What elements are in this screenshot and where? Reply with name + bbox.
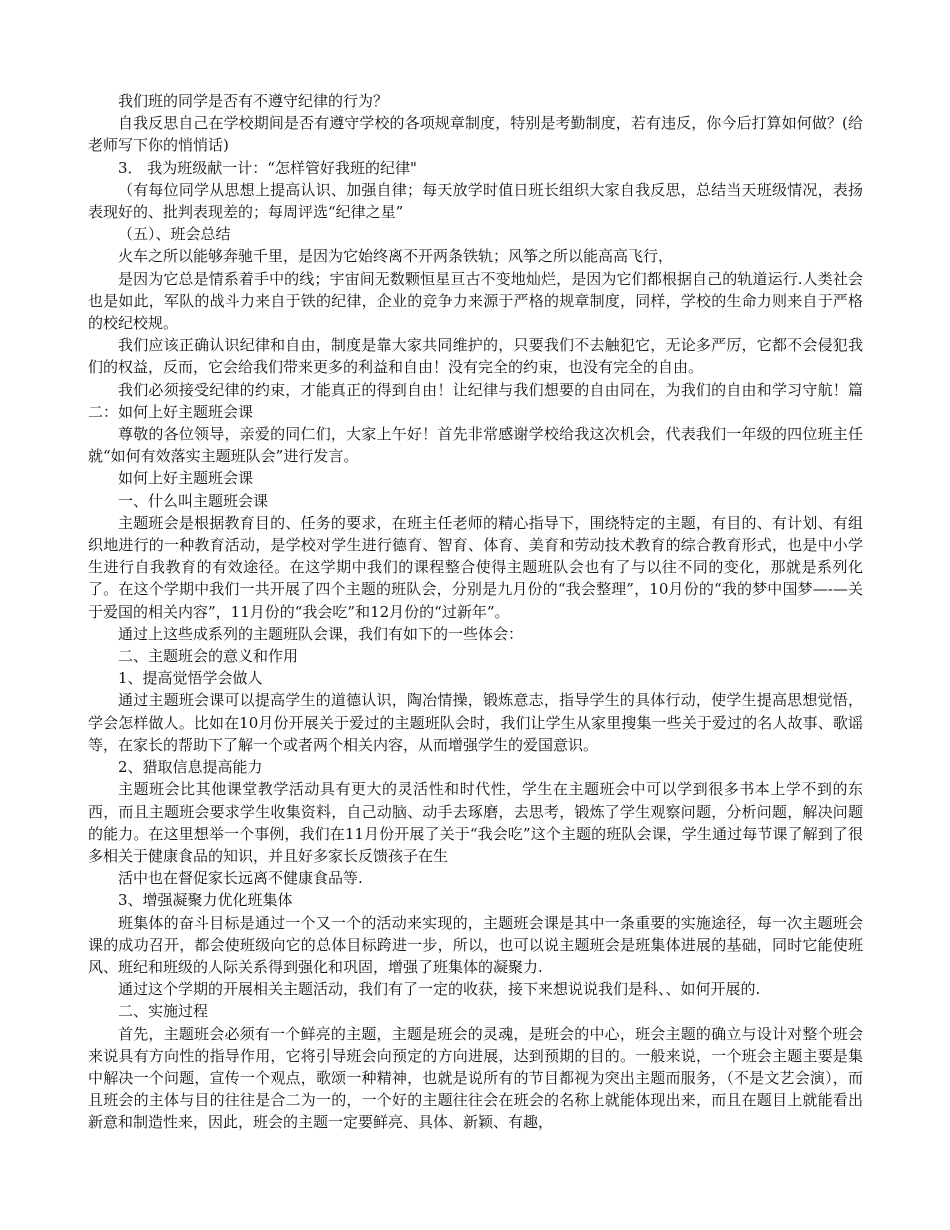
- paragraph: 尊敬的各位领导，亲爱的同仁们，大家上午好！首先非常感谢学校给我这次机会，代表我们一年级的四位班主任就“如何有效落实主题班队会”进行发言。: [88, 425, 863, 466]
- paragraph: 首先，主题班会必须有一个鲜亮的主题，主题是班会的灵魂，是班会的中心，班会主题的确立与设计对整个班会来说具有方向性的指导作用，它将引导班会向预定的方向进展，达到预期的目的。一般来说，一个班会主题主要是集中解决一个问题，宣传一个观点，歌颂一种精神，也就是说所有的节目都视为突出主题而服务，（不是文艺会演），而且班会的主体与目的往往是合二为一的，一个好的主题往往会在班会的名称上就能体现出来，而且在题目上就能看出新意和制造性来，因此，班会的主题一定要鲜亮、具体、新颖、有趣，: [88, 1024, 863, 1132]
- paragraph: 我们应该正确认识纪律和自由，制度是靠大家共同维护的，只要我们不去触犯它，无论多严厉，它都不会侵犯我们的权益，反而，它会给我们带来更多的利益和自由！没有完全的约束，也没有完全的自由。: [88, 336, 863, 377]
- paragraph: 活中也在督促家长远离不健康食品等.: [118, 869, 363, 888]
- section-heading: 二、实施过程: [118, 1002, 209, 1021]
- document-body: [88, 90, 863, 1134]
- section-heading: 2、猎取信息提高能力: [118, 758, 263, 777]
- paragraph: 班集体的奋斗目标是通过一个又一个的活动来实现的，主题班会课是其中一条重要的实施途径，每一次主题班会课的成功召开，都会使班级向它的总体目标跨进一步，所以，也可以说主题班会是班集体进展的基础，同时它能使班风、班纪和班级的人际关系得到强化和巩固，增强了班集体的凝聚力.: [88, 913, 863, 976]
- paragraph: 主题班会比其他课堂教学活动具有更大的灵活性和时代性，学生在主题班会中可以学到很多书本上学不到的东西，而且主题班会要求学生收集资料，自己动脑、动手去琢磨，去思考，锻炼了学生观察问题，分析问题，解决问题的能力。在这里想举一个事例，我们在11月份开展了关于“我会吃”这个主题的班队会课，学生通过每节课了解到了很多相关于健康食品的知识，并且好多家长反馈孩子在生: [88, 780, 863, 865]
- paragraph: 我们必须接受纪律的约束，才能真正的得到自由！让纪律与我们想要的自由同在，为我们的自由和学习守航！篇二：如何上好主题班会课: [88, 380, 863, 421]
- paragraph: 通过这个学期的开展相关主题活动，我们有了一定的收获，接下来想说说我们是科、、如何开展的.: [118, 980, 761, 999]
- paragraph: 通过上这些成系列的主题班队会课，我们有如下的一些体会：: [118, 624, 524, 643]
- section-heading: 二、主题班会的意义和作用: [118, 647, 299, 666]
- paragraph: （有每位同学从思想上提高认识、加强自律；每天放学时值日班长组织大家自我反思，总结当天班级情况，表扬表现好的、批判表现差的；每周评选“纪律之星”: [88, 180, 863, 222]
- paragraph: 主题班会是根据教育目的、任务的要求，在班主任老师的精心指导下，围绕特定的主题，有目的、有计划、有组织地进行的一种教育活动，是学校对学生进行德育、智育、体育、美育和劳动技术教育的综合教育形式，也是中小学生进行自我教育的有效途径。在这学期中我们的课程整合使得主题班队会也有了与以往不同的变化，那就是系列化了。在这个学期中我们一共开展了四个主题的班队会，分别是九月份的“我会整理”，10月份的“我的梦中国梦—-—关于爱国的相关内容”，11月份的“我会吃”和12月份的“过新年”。: [88, 513, 863, 621]
- section-heading: 如何上好主题班会课: [118, 469, 254, 488]
- paragraph: 我们班的同学是否有不遵守纪律的行为？: [118, 92, 389, 110]
- section-heading: 3、增强凝聚力优化班集体: [118, 891, 293, 910]
- section-heading: 1、提高觉悟学会做人: [118, 669, 263, 688]
- paragraph: 自我反思自己在学校期间是否有遵守学校的各项规章制度，特别是考勤制度，若有违反，你今后打算如何做？(给老师写下你的悄悄话): [88, 114, 863, 155]
- section-heading: 一、什么叫主题班会课: [118, 491, 269, 510]
- section-heading: （五）、班会总结: [118, 225, 231, 244]
- paragraph: 是因为它总是情系着手中的线；宇宙间无数颗恒星亘古不变地灿烂，是因为它们都根据自己的轨道运行.人类社会也是如此，军队的战斗力来自于铁的纪律，企业的竞争力来源于严格的规章制度，同样，学校的生命力则来自于严格的校纪校规。: [88, 269, 863, 333]
- paragraph: 通过主题班会课可以提高学生的道德认识，陶冶情操，锻炼意志，指导学生的具体行动，使学生提高思想觉悟，学会怎样做人。比如在10月份开展关于爱过的主题班队会时，我们让学生从家里搜集一些关于爱过的名人故事、歌谣等，在家长的帮助下了解一个或者两个相关内容，从而增强学生的爱国意识。: [88, 691, 863, 754]
- paragraph: 3． 我为班级献一计：“怎样管好我班的纪律": [118, 158, 417, 177]
- paragraph: 火车之所以能够奔驰千里，是因为它始终离不开两条铁轨；风筝之所以能高高飞行，: [118, 247, 674, 266]
